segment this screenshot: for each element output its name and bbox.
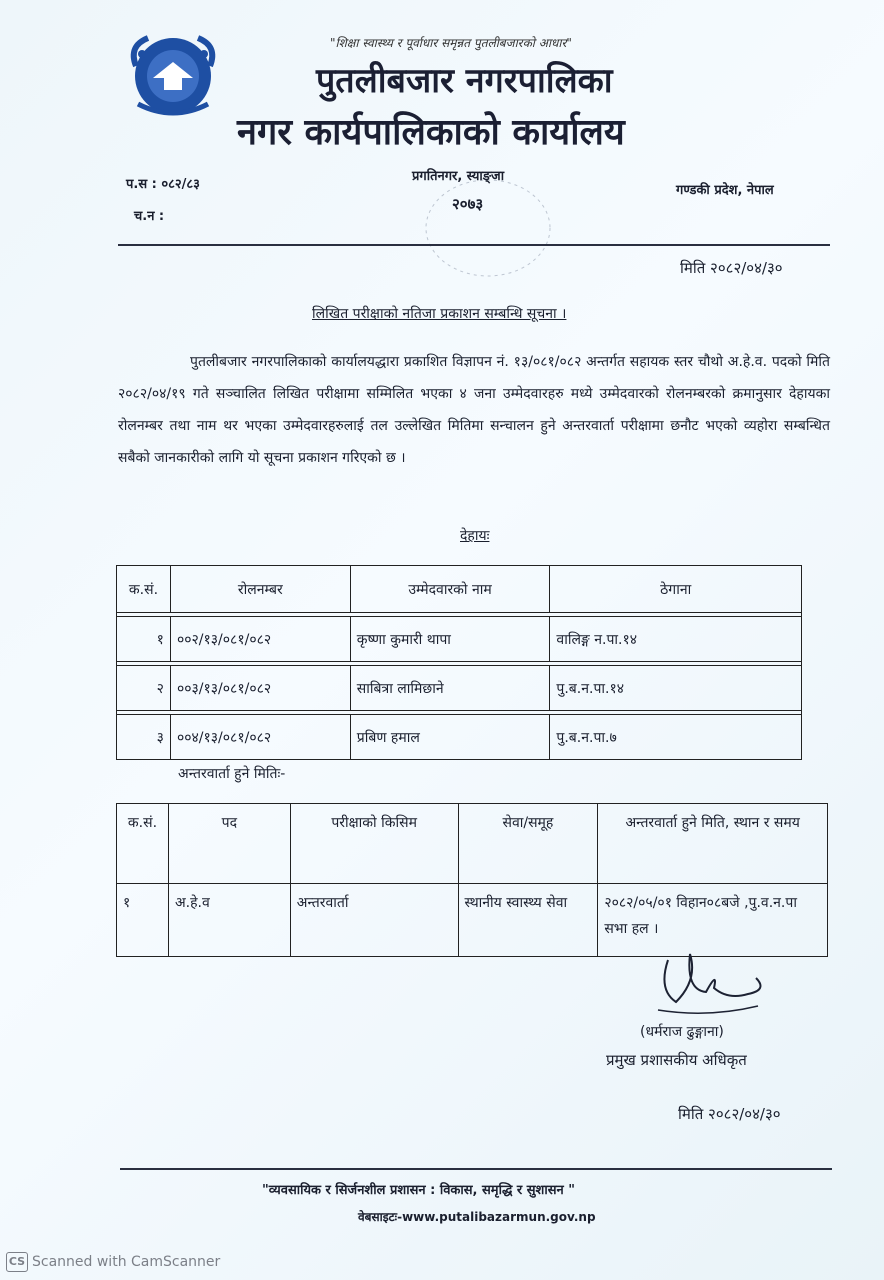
interview-table-header (117, 804, 828, 884)
cell-roll: ००४/१३/०८१/०८२ (170, 715, 350, 760)
cell-exam-type: अन्तरवार्ता (290, 884, 458, 957)
municipality-logo-emblem (118, 26, 228, 120)
office-seal-stamp (418, 176, 558, 284)
cell-date-place-time: २०८२/०५/०१ विहान०८बजे ,पु.व.न.पा सभा हल । (598, 884, 828, 957)
col-sn: क.सं. (117, 804, 169, 884)
signature-date: मिति २०८२/०४/३० (678, 1105, 781, 1123)
scanner-watermark (6, 1252, 220, 1272)
col-date-place-time: अन्तरवार्ता हुने मिति, स्थान र समय (598, 804, 828, 884)
reference-number: प.स : ०८२/८३ (126, 177, 200, 192)
footer-divider (120, 1168, 832, 1170)
cell-address: पु.ब.न.पा.१४ (550, 666, 802, 711)
cell-sn: १ (117, 617, 171, 662)
col-post: पद (168, 804, 290, 884)
dispatch-number: च.न : (134, 209, 165, 224)
cell-sn: २ (117, 666, 171, 711)
col-service-group: सेवा/समूह (458, 804, 598, 884)
province-country: गण्डकी प्रदेश, नेपाल (676, 183, 774, 198)
header-divider (118, 244, 830, 246)
cell-name: साबित्रा लामिछाने (350, 666, 550, 711)
cell-service-group: स्थानीय स्वास्थ्य सेवा (458, 884, 598, 957)
interview-heading: अन्तरवार्ता हुने मितिः- (178, 766, 286, 782)
col-exam-type: परीक्षाको किसिम (290, 804, 458, 884)
table-row (117, 715, 802, 760)
cell-name: कृष्णा कुमारी थापा (350, 617, 550, 662)
notice-body: पुतलीबजार नगरपालिकाको कार्यालयद्धारा प्रकाशित विज्ञापन नं. १३/०८१/०८२ अन्तर्गत सहायक स्तर चौथो अ.हे.व. पदको मिति २०८२/०४/१९ गते सञ्चालित लिखित परीक्षामा सम्मिलित भएका ४ जना उम्मेदवारहरु मध्ये उम्मेदवारको रोलनम्बरको क्रमानुसार देहायका रोलनम्बर तथा नाम थर भएका उम्मेदवारहरुलाई तल उल्लेखित मितिमा सन्चालन हुने अन्तरवार्ता परीक्षामा छनौट भएको व्यहोरा सम्बन्धित सबैको जानकारीको लागि यो सूचना प्रकाशन गरिएको छ । (118, 354, 830, 466)
signatory-name: (धर्मराज ढुङ्गाना) (640, 1024, 724, 1040)
cell-roll: ००२/१३/०८१/०८२ (170, 617, 350, 662)
col-sn: क.सं. (117, 566, 171, 613)
cell-sn: ३ (117, 715, 171, 760)
footer-slogan: "व्यवसायिक र सिर्जनशील प्रशासन : विकास, समृद्धि र सुशासन " (262, 1183, 576, 1198)
col-roll: रोलनम्बर (170, 566, 350, 613)
signatory-title: प्रमुख प्रशासकीय अधिकृत (606, 1051, 747, 1069)
cell-name: प्रबिण हमाल (350, 715, 550, 760)
cell-address: पु.ब.न.पा.७ (550, 715, 802, 760)
col-address: ठेगाना (550, 566, 802, 613)
table-row (117, 617, 802, 662)
cell-post: अ.हे.व (168, 884, 290, 957)
org-name: पुतलीबजार नगरपालिका (316, 61, 613, 101)
motto: "शिक्षा स्वास्थ्य र पूर्वाधार समृन्नत पुतलीबजारको आधार" (330, 36, 572, 50)
cell-address: वालिङ्ग न.पा.१४ (550, 617, 802, 662)
footer-website: वेबसाइटः-www.putalibazarmun.gov.np (358, 1210, 596, 1224)
cell-roll: ००३/१३/०८१/०८२ (170, 666, 350, 711)
col-name: उम्मेदवारको नाम (350, 566, 550, 613)
list-heading: देहायः (460, 528, 490, 544)
camscanner-icon: CS (6, 1252, 28, 1272)
notice-subject: लिखित परीक्षाको नतिजा प्रकाशन सम्बन्धि सूचना । (312, 306, 567, 322)
results-table-header (117, 566, 802, 613)
issue-date: मिति २०८२/०४/३० (680, 259, 783, 277)
interview-table (116, 803, 828, 957)
office-location: प्रगतिनगर, स्याङ्जा (412, 169, 505, 184)
table-row (117, 666, 802, 711)
scanner-text: Scanned with CamScanner (32, 1254, 221, 1270)
established-year: २०७३ (452, 195, 484, 213)
results-table (116, 565, 802, 760)
cell-sn: १ (117, 884, 169, 957)
office-name: नगर कार्यपालिकाको कार्यालय (237, 112, 625, 153)
